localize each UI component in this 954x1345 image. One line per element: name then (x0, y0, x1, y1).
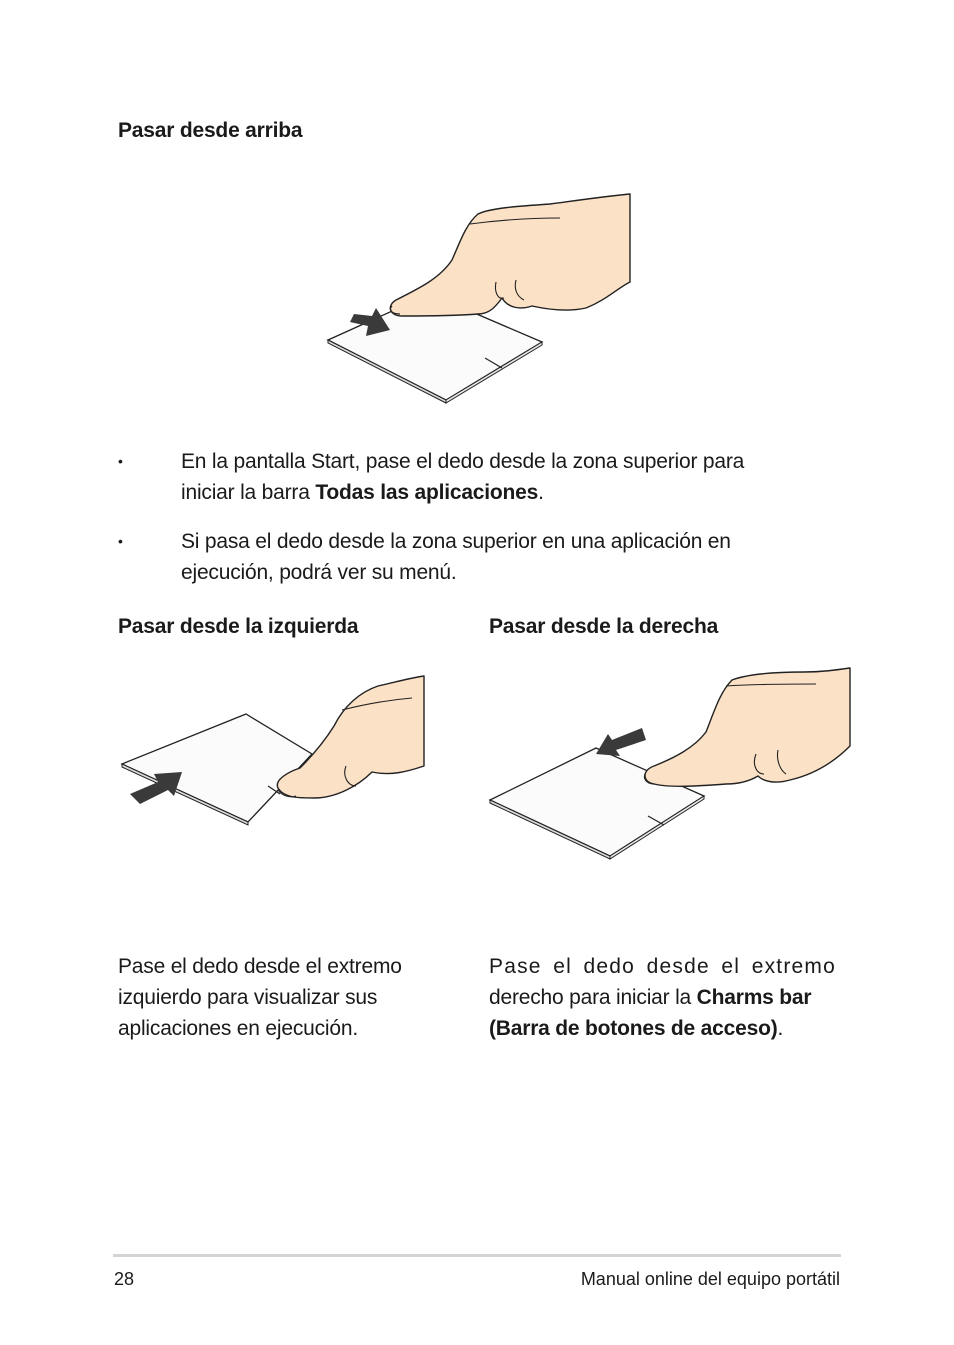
text-run: Pase el dedo desde el extremo (118, 955, 402, 978)
swipe-arrow-icon (596, 728, 646, 756)
bullet-line (181, 557, 818, 588)
bold-term: (Barra de botones de acceso) (489, 1017, 778, 1040)
hand-swipe-left-icon (486, 664, 854, 864)
bullet-line (181, 477, 818, 508)
heading-swipe-from-top: Pasar desde arriba (118, 119, 303, 142)
description-line (118, 1013, 438, 1044)
bullet-text (181, 446, 818, 508)
text-run: derecho para iniciar la (489, 986, 697, 1009)
heading-swipe-from-right: Pasar desde la derecha (489, 615, 719, 638)
hand-swipe-down-icon (320, 190, 650, 410)
description-line (489, 1013, 836, 1044)
description-line (489, 982, 836, 1013)
text-run: iniciar la barra (181, 481, 316, 504)
bullet-dot-icon: • (118, 533, 123, 549)
right-description (489, 951, 836, 1044)
text-run: En la pantalla Start, pase el dedo desde la zona superior para (181, 450, 745, 473)
page-number: 28 (114, 1269, 135, 1289)
footer-divider (113, 1254, 841, 1257)
bullet-item (118, 526, 818, 588)
left-description (118, 951, 438, 1044)
text-run: Pase el dedo desde el extremo (489, 955, 836, 978)
text-run: Si pasa el dedo desde la zona superior en una aplicación en (181, 530, 731, 553)
description-line (118, 982, 438, 1013)
text-run: . (777, 1017, 784, 1040)
description-line (489, 951, 836, 982)
bullet-list (118, 446, 818, 588)
bullet-dot-icon: • (118, 453, 123, 469)
text-run: . (538, 481, 544, 504)
bullet-text (181, 526, 818, 588)
bullet-item (118, 446, 818, 508)
text-run: aplicaciones en ejecución. (118, 1017, 358, 1040)
bold-term: Charms bar (696, 986, 812, 1009)
footer-title: Manual online del equipo portátil (580, 1269, 840, 1289)
text-run: ejecución, podrá ver su menú. (181, 561, 457, 584)
hand-swipe-right-icon (116, 670, 436, 840)
description-line (118, 951, 438, 982)
swipe-arrow-icon (130, 772, 182, 804)
bullet-line (181, 446, 818, 477)
bullet-line (181, 526, 818, 557)
text-run: izquierdo para visualizar sus (118, 986, 378, 1009)
bold-term: Todas las aplicaciones (315, 481, 539, 504)
heading-swipe-from-left: Pasar desde la izquierda (118, 615, 359, 638)
